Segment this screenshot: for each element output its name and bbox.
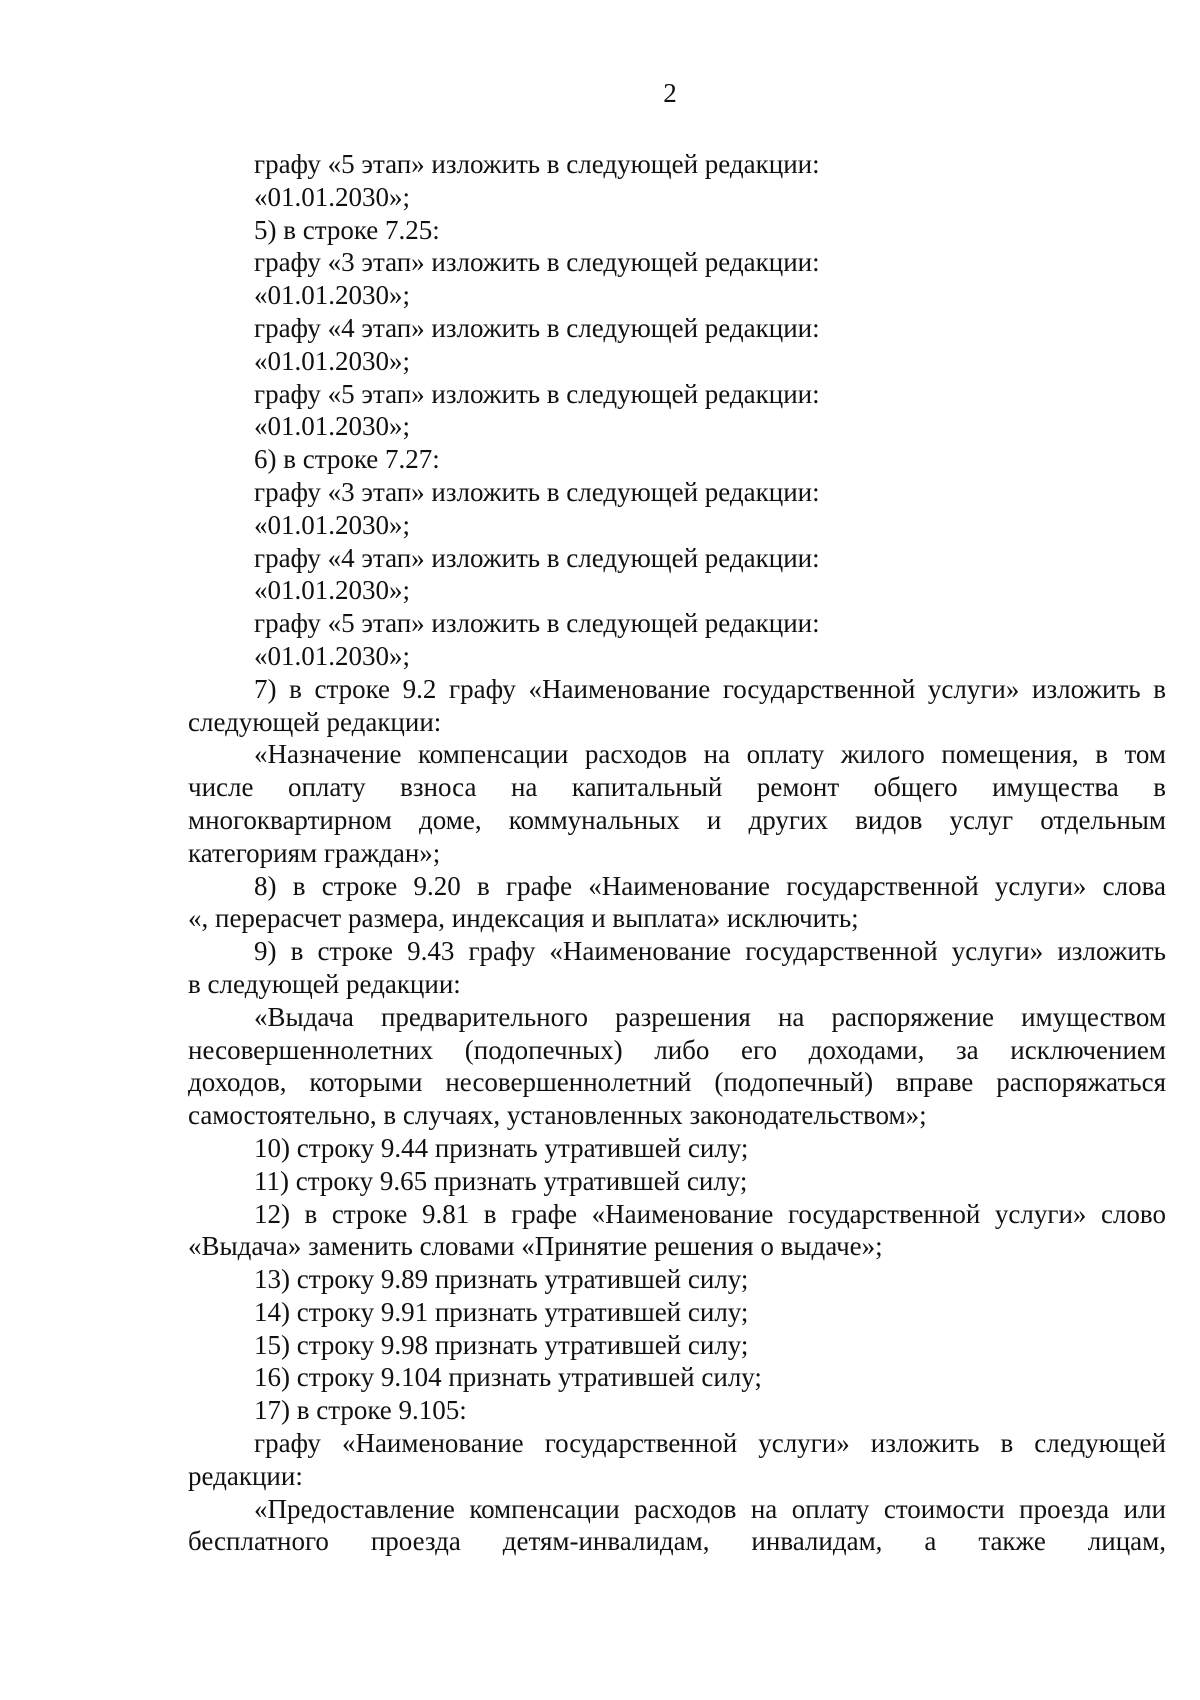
text-line: графу «5 этап» изложить в следующей редакции: — [254, 608, 820, 639]
text-line: «Выдача» заменить словами «Принятие решения о выдаче»; — [188, 1231, 883, 1262]
text-line: 6) в строке 7.27: — [254, 444, 440, 475]
text-line: графу «4 этап» изложить в следующей редакции: — [254, 312, 820, 343]
text-line: графу «5 этап» изложить в следующей редакции: — [254, 378, 820, 409]
text-line: 7) в строке 9.2 графу «Наименование государственной услуги» изложить в — [254, 673, 1166, 704]
text-line: «01.01.2030»; — [254, 509, 411, 540]
document-body — [188, 148, 1166, 1558]
text-line: несовершеннолетних (подопечных) либо его доходами, за исключением — [188, 1034, 1166, 1065]
text-line: в следующей редакции: — [188, 968, 461, 999]
text-line: графу «3 этап» изложить в следующей редакции: — [254, 476, 820, 507]
text-line: «01.01.2030»; — [254, 575, 411, 606]
page-number: 2 — [663, 78, 677, 108]
text-line: 13) строку 9.89 признать утратившей силу; — [254, 1264, 749, 1295]
text-line: «01.01.2030»; — [254, 345, 411, 376]
text-line: «01.01.2030»; — [254, 411, 411, 442]
text-line: «Назначение компенсации расходов на оплату жилого помещения, в том — [254, 739, 1166, 770]
text-line: 10) строку 9.44 признать утратившей силу; — [254, 1132, 749, 1163]
text-line: «01.01.2030»; — [254, 280, 411, 311]
text-line: категориям граждан»; — [188, 837, 441, 868]
text-line: «Выдача предварительного разрешения на распоряжение имуществом — [254, 1001, 1166, 1032]
text-line: редакции: — [188, 1460, 303, 1491]
text-line: 16) строку 9.104 признать утратившей силу; — [254, 1362, 762, 1393]
text-line: 8) в строке 9.20 в графе «Наименование государственной услуги» слова — [254, 870, 1166, 901]
text-line: следующей редакции: — [188, 706, 442, 737]
text-line: 14) строку 9.91 признать утратившей силу; — [254, 1296, 749, 1327]
text-line: числе оплату взноса на капитальный ремонт общего имущества в — [188, 772, 1166, 803]
text-line: графу «Наименование государственной услуги» изложить в следующей — [254, 1428, 1166, 1459]
text-line: самостоятельно, в случаях, установленных законодательством»; — [188, 1100, 927, 1131]
text-line: 5) в строке 7.25: — [254, 214, 440, 245]
text-line: доходов, которыми несовершеннолетний (подопечный) вправе распоряжаться — [188, 1067, 1166, 1098]
text-line: «, перерасчет размера, индексация и выплата» исключить; — [188, 903, 859, 934]
text-line: «01.01.2030»; — [254, 181, 411, 212]
text-line: «01.01.2030»; — [254, 640, 411, 671]
text-line: «Предоставление компенсации расходов на оплату стоимости проезда или — [254, 1493, 1166, 1524]
text-line: графу «5 этап» изложить в следующей редакции: — [254, 149, 820, 179]
text-line: 9) в строке 9.43 графу «Наименование государственной услуги» изложить — [254, 936, 1166, 967]
text-line: 17) в строке 9.105: — [254, 1395, 467, 1426]
text-line: многоквартирном доме, коммунальных и других видов услуг отдельным — [188, 804, 1166, 835]
text-line: 12) в строке 9.81 в графе «Наименование государственной услуги» слово — [254, 1198, 1166, 1229]
text-line: графу «4 этап» изложить в следующей редакции: — [254, 542, 820, 573]
text-line: 11) строку 9.65 признать утратившей силу; — [254, 1165, 748, 1196]
text-line: графу «3 этап» изложить в следующей редакции: — [254, 247, 820, 278]
text-line: бесплатного проезда детям-инвалидам, инвалидам, а также лицам, — [188, 1526, 1166, 1557]
text-line: 15) строку 9.98 признать утратившей силу; — [254, 1329, 749, 1360]
